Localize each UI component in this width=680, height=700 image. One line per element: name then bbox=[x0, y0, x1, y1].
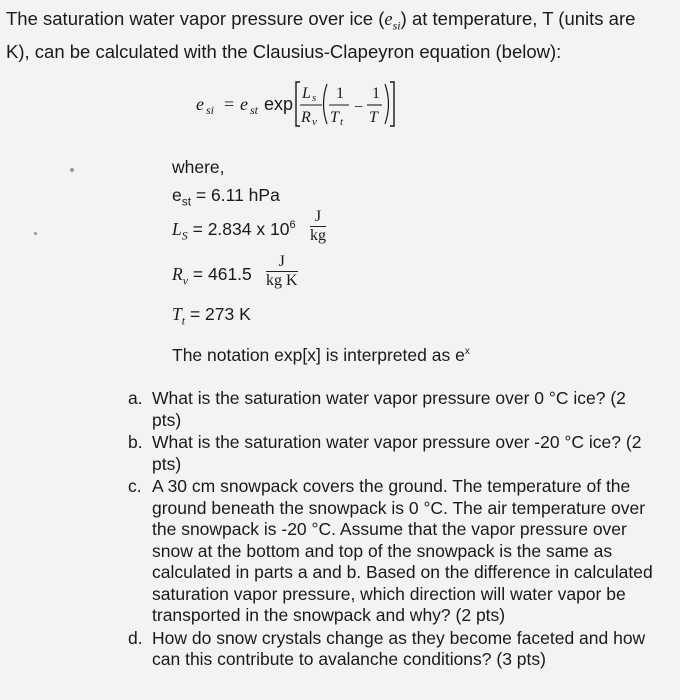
def-ls-sub: S bbox=[181, 228, 188, 243]
left-bracket bbox=[296, 82, 300, 126]
eq-ls: L bbox=[302, 85, 311, 102]
question-label: d. bbox=[128, 627, 143, 648]
question-list bbox=[128, 388, 658, 672]
def-tt-value: = 273 K bbox=[189, 304, 251, 324]
clausius-clapeyron-equation bbox=[196, 74, 426, 134]
notation-text: The notation exp[x] is interpreted as e bbox=[172, 345, 465, 365]
eq-minus: − bbox=[354, 99, 364, 116]
def-ls-unit-num: J bbox=[310, 208, 326, 227]
notation-sup: x bbox=[464, 346, 470, 358]
eq-lhs-sub: si bbox=[206, 103, 215, 117]
question-text: How do snow crystals change as they become faceted and how can this contribute to avalanche conditions? (3 pts) bbox=[152, 627, 646, 669]
def-est-sub: st bbox=[181, 194, 192, 209]
where-label: where, bbox=[172, 157, 225, 177]
def-ls-symbol: L bbox=[172, 219, 182, 239]
def-ls bbox=[172, 219, 296, 244]
eq-tt: T bbox=[330, 109, 339, 126]
def-rv-unit-num: J bbox=[266, 253, 298, 272]
def-ls-unit-den: kg bbox=[310, 227, 326, 244]
question-label: c. bbox=[128, 476, 142, 496]
intro-text-3: K), can be calculated with the Clausius-Clapeyron equation (below): bbox=[6, 40, 562, 62]
eq-lhs: e bbox=[196, 94, 204, 114]
left-paren bbox=[324, 84, 328, 124]
question-text: A 30 cm snowpack covers the ground. The temperature of the ground beneath the snowpack is 0 °C. The air temperature over the snowpack is -20 °C. Assume that the vapor pressure over snow at the bottom and top of the snowpack is the same as calculated in parts a and b. Based on the difference in calculated saturation vapor pressure, which direction will water vapor be transported in the snowpack and why? (2 pts) bbox=[152, 476, 653, 625]
question-item bbox=[128, 432, 658, 475]
question-item bbox=[128, 476, 658, 627]
eq-coef-sub: st bbox=[250, 103, 259, 117]
question-label: a. bbox=[128, 388, 143, 408]
intro-text-2: ) at temperature, T (units are bbox=[400, 8, 636, 29]
question-text: What is the saturation water vapor pressure over 0 °C ice? (2 pts) bbox=[152, 388, 626, 430]
def-rv-unit bbox=[266, 253, 298, 290]
def-rv-sub: v bbox=[182, 273, 189, 288]
eq-rv: R bbox=[301, 109, 311, 126]
def-rv-value: = 461.5 bbox=[192, 264, 252, 284]
eq-exp: exp bbox=[264, 94, 294, 114]
def-ls-exp: 6 bbox=[289, 219, 296, 232]
question-label: b. bbox=[128, 432, 143, 452]
stray-mark bbox=[70, 168, 74, 172]
intro-paragraph bbox=[6, 6, 674, 64]
def-est-value: = 6.11 hPa bbox=[195, 185, 280, 205]
def-tt-symbol: T bbox=[172, 304, 182, 324]
def-ls-unit bbox=[310, 208, 326, 245]
intro-text-1: The saturation water vapor pressure over ice ( bbox=[6, 8, 385, 29]
def-rv bbox=[172, 264, 252, 289]
eq-ls-sub: s bbox=[312, 92, 317, 104]
right-bracket bbox=[390, 82, 394, 126]
def-rv-symbol: R bbox=[172, 264, 183, 284]
eq-equals: = bbox=[224, 94, 235, 114]
eq-coef: e bbox=[240, 94, 248, 114]
stray-mark bbox=[34, 232, 37, 235]
right-paren bbox=[385, 84, 389, 124]
intro-var-sub: si bbox=[392, 18, 401, 33]
notation-note bbox=[172, 345, 470, 366]
eq-one-b: 1 bbox=[372, 85, 380, 102]
def-est-symbol: e bbox=[172, 185, 182, 205]
question-item bbox=[128, 388, 658, 431]
def-est bbox=[172, 185, 280, 209]
eq-rv-sub: v bbox=[312, 116, 317, 128]
def-ls-value: = 2.834 x 10 bbox=[192, 219, 290, 239]
eq-tt-sub: t bbox=[340, 116, 344, 128]
question-item bbox=[128, 628, 658, 671]
eq-one-a: 1 bbox=[336, 85, 344, 102]
def-rv-unit-den: kg K bbox=[266, 272, 298, 289]
def-tt bbox=[172, 304, 251, 329]
def-tt-sub: t bbox=[181, 313, 186, 328]
eq-t: T bbox=[369, 109, 378, 126]
intro-var: e bbox=[384, 10, 393, 30]
question-text: What is the saturation water vapor pressure over -20 °C ice? (2 pts) bbox=[152, 432, 642, 474]
